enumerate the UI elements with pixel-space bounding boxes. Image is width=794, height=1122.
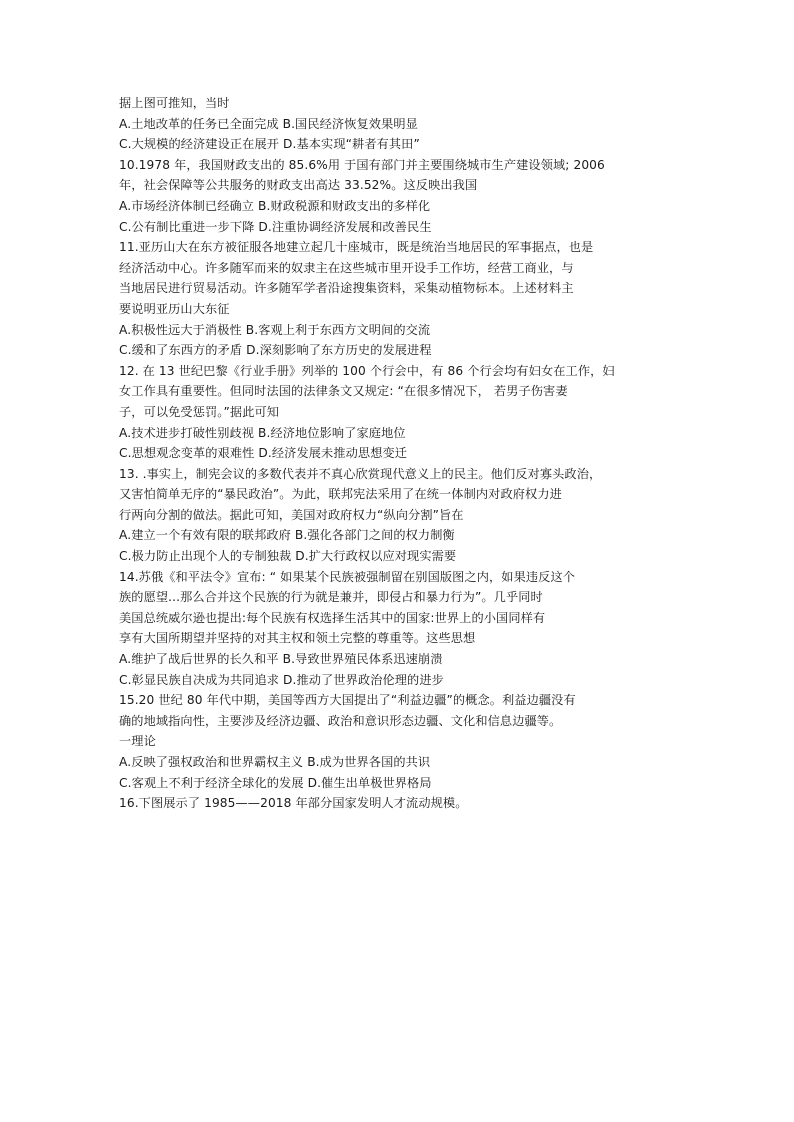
text-line: 子，可以免受惩罚。”据此可知	[119, 404, 280, 419]
text-line: A.反映了强权政治和世界霸权主义 B.成为世界各国的共识	[119, 755, 431, 769]
text-line: 当地居民进行贸易活动。许多随军学者沿途搜集资料，采集动植物标本。上述材料主	[119, 281, 574, 296]
text-line: 族的愿望...那么合并这个民族的行为就是兼并，即侵占和暴力行为”。几乎同时	[119, 590, 543, 605]
text-line: 女工作具有重要性。但同时法国的法律条文又规定: “在很多情况下， 若男子伤害妻	[119, 384, 568, 399]
text-line: 确的地域指向性，主要涉及经济边疆、政治和意识形态边疆、文化和信息边疆等。	[119, 713, 562, 728]
text-line: 年，社会保障等公共服务的财政支出高达 33.52%。这反映出我国	[119, 178, 478, 193]
text-line: 又害怕简单无序的“暴民政治”。为此，联邦宪法采用了在统一体制内对政府权力进	[119, 487, 562, 502]
text-line: A.市场经济体制已经确立 B.财政税源和财政支出的多样化	[119, 198, 431, 213]
text-line: C.大规模的经济建设正在展开 D.基本实现“耕者有其田”	[119, 137, 420, 152]
text-line: 据上图可推知，当时	[119, 96, 230, 110]
text-line: C.缓和了东西方的矛盾 D.深刻影响了东方历史的发展进程	[119, 343, 432, 358]
text-line: A.技术进步打破性别歧视 B.经济地位影响了家庭地位	[119, 425, 406, 440]
text-line: C.极力防止出现个人的专制独裁 D.扩大行政权以应对现实需要	[119, 549, 457, 564]
text-line: 16.下图展示了 1985——2018 年部分国家发明人才流动规模。	[119, 796, 468, 811]
text-line: C.客观上不利于经济全球化的发展 D.催生出单极世界格局	[119, 775, 432, 790]
text-line: 要说明亚历山大东征	[119, 301, 230, 316]
text-line: C.公有制比重进一步下降 D.注重协调经济发展和改善民生	[119, 219, 432, 234]
text-line: A.土地改革的任务已全面完成 B.国民经济恢复效果明显	[119, 116, 418, 131]
text-line: 15.20 世纪 80 年代中期，美国等西方大国提出了“利益边疆”的概念。利益边疆没有	[119, 693, 576, 708]
text-line: 14.苏俄《和平法令》宣布: “ 如果某个民族被强制留在别国版图之内，如果违反这个	[119, 569, 576, 584]
text-line: 11.亚历山大在东方被征服各地建立起几十座城市，既是统治当地居民的军事据点，也是	[119, 240, 594, 255]
text-line: A.建立一个有效有限的联邦政府 B.强化各部门之间的权力制衡	[119, 528, 455, 543]
text-line: 美国总统威尔逊也提出:每个民族有权选择生活其中的国家:世界上的小国同样有	[119, 610, 546, 625]
text-line: C.思想观念变革的艰难性 D.经济发展未推动思想变迁	[119, 446, 408, 461]
text-line: 10.1978 年，我国财政支出的 85.6%用 于国有部门并主要围绕城市生产建设领域; 2006	[119, 157, 605, 172]
text-line: 享有大国所期望并坚持的对其主权和领土完整的尊重等。这些思想	[119, 631, 476, 646]
text-line: 经济活动中心。许多随军而来的奴隶主在这些城市里开设手工作坊，经营工商业，与	[119, 260, 574, 275]
text-line: 一理论	[119, 734, 156, 749]
text-line: 行两向分割的做法。据此可知，美国对政府权力“纵向分割”旨在	[119, 507, 464, 522]
exam-question-text	[119, 93, 679, 814]
text-line: 13. .事实上，制宪会议的多数代表并不真心欣赏现代意义上的民主。他们反对寡头政治，	[119, 466, 602, 481]
text-line: C.彰显民族自决成为共同追求 D.推动了世界政治伦理的进步	[119, 672, 444, 687]
text-line: A.积极性远大于消极性 B.客观上利于东西方文明间的交流	[119, 322, 431, 337]
text-line: A.维护了战后世界的长久和平 B.导致世界殖民体系迅速崩溃	[119, 652, 443, 667]
text-line: 12. 在 13 世纪巴黎《行业手册》列举的 100 个行会中，有 86 个行会均有妇女在工作，妇	[119, 363, 615, 378]
